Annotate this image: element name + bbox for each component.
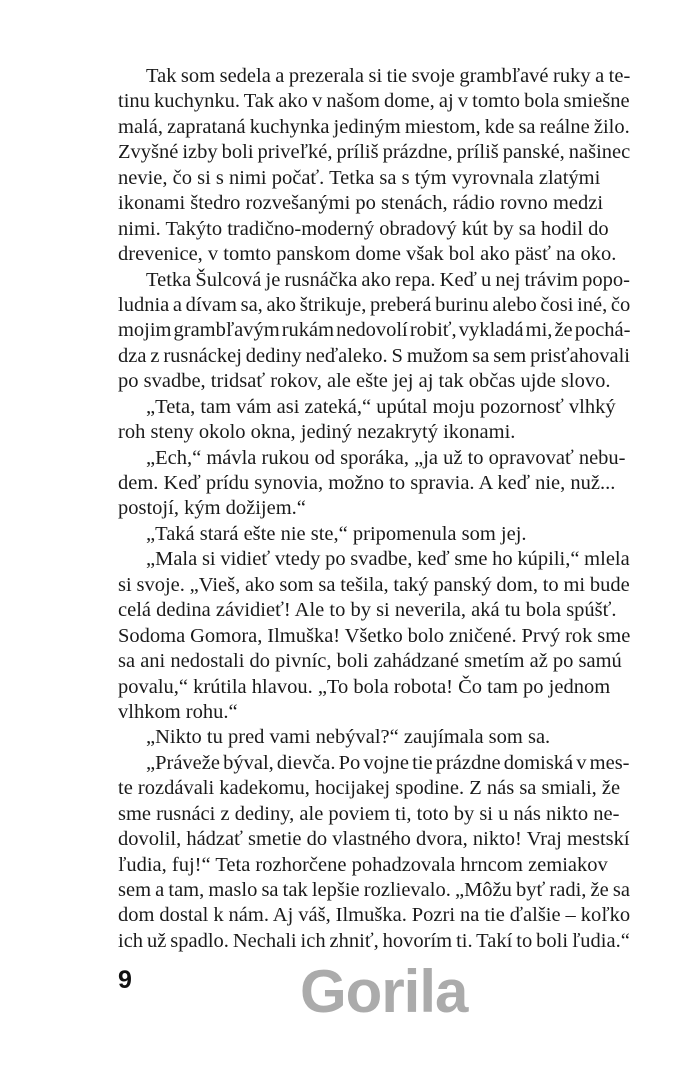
text-line: dza z rusnáckej dediny neďaleko. S mužom sa sem prisťahovali: [118, 344, 630, 367]
text-line: roh steny okolo okna, jediný nezakrytý ikonami.: [118, 421, 516, 444]
text-line: Tak som sedela a prezerala si tie svoje grambľavé ruky a te-: [146, 65, 630, 87]
text-line: si svoje. „Vieš, ako som sa tešila, taký panský dom, to mi bude: [118, 573, 630, 596]
text-line: malá, zaprataná kuchynka jediným miestom, kde sa reálne žilo.: [118, 115, 630, 138]
text-line: ľudia, fuj!“ Teta rozhorčene pohadzovala hrncom zemiakov: [118, 853, 608, 876]
text-line: dem. Keď prídu synovia, možno to spravia. A keď nie, nuž...: [118, 472, 616, 494]
text-line: „Práveže býval, dievča. Po vojne tie prázdne domiská v mes-: [146, 751, 630, 774]
text-line: Zvyšné izby boli priveľké, príliš prázdne, príliš panské, našinec: [118, 141, 630, 164]
text-line: „Mala si vidieť vtedy po svadbe, keď sme ho kúpili,“ mlela: [146, 548, 630, 571]
text-line: celá dedina závidieť! Ale to by si neverila, aká tu bola spúšť.: [118, 599, 617, 622]
text-line: sem a tam, maslo sa tak lepšie rozlievalo. „Môžu byť radi, že sa: [118, 879, 630, 901]
text-line: Tetka Šulcová je rusnáčka ako repa. Keď u nej trávim popo-: [146, 268, 630, 291]
text-line: po svadbe, tridsať rokov, ale ešte jej aj tak občas ujde slovo.: [118, 370, 611, 393]
text-line: vlhkom rohu.“: [118, 700, 238, 723]
text-line: dovolil, hádzať smetie do vlastného dvora, nikto! Vraj mestskí: [118, 828, 630, 851]
watermark-logo: Gorila: [300, 958, 468, 1025]
page-number: 9: [118, 966, 132, 994]
text-line: ikonami štedro rozvešanými po stenách, rádio rovno medzi: [118, 192, 604, 215]
text-line: sa ani nedostali do pivníc, boli zahádzané smetím až po samú: [118, 650, 622, 673]
text-line: mojim grambľavým rukám nedovolí robiť, vykladá mi, že pochá-: [118, 319, 630, 342]
text-line: postojí, kým dožijem.“: [118, 497, 306, 520]
text-line: drevenice, v tomto panskom dome však bol ako päsť na oko.: [118, 243, 617, 266]
text-line: „Nikto tu pred vami nebýval?“ zaujímala som sa.: [146, 726, 551, 749]
text-line: sme rusnáci z dediny, ale poviem ti, toto by si u nás nikto ne-: [118, 802, 620, 825]
text-line: nevie, čo si s nimi počať. Tetka sa s tým vyrovnala zlatými: [118, 166, 601, 189]
text-line: „Teta, tam vám asi zateká,“ upútal moju pozornosť vlhký: [146, 395, 616, 418]
text-line: „Taká stará ešte nie ste,“ pripomenula som jej.: [146, 522, 527, 545]
body-text: [118, 64, 630, 954]
text-line: Sodoma Gomora, Ilmuška! Všetko bolo zničené. Prvý rok sme: [118, 624, 630, 647]
text-line: „Ech,“ mávla rukou od sporáka, „ja už to opravovať nebu-: [146, 446, 626, 469]
text-line: nimi. Takýto tradično-moderný obradový kút by sa hodil do: [118, 217, 609, 240]
text-line: dom dostal k nám. Aj váš, Ilmuška. Pozri na tie ďalšie – koľko: [118, 904, 630, 927]
text-line: ich už spadlo. Nechali ich zhniť, hovorím ti. Takí to boli ľudia.“: [118, 929, 630, 952]
text-line: te rozdávali kadekomu, hocijakej spodine. Z nás sa smiali, že: [118, 777, 621, 800]
text-line: ludnia a dívam sa, ako štrikuje, preberá burinu alebo čosi iné, čo: [118, 293, 630, 316]
text-line: povalu,“ krútila hlavou. „To bola robota! Čo tam po jednom: [118, 675, 611, 698]
text-line: tinu kuchynku. Tak ako v našom dome, aj v tomto bola smiešne: [118, 90, 630, 113]
